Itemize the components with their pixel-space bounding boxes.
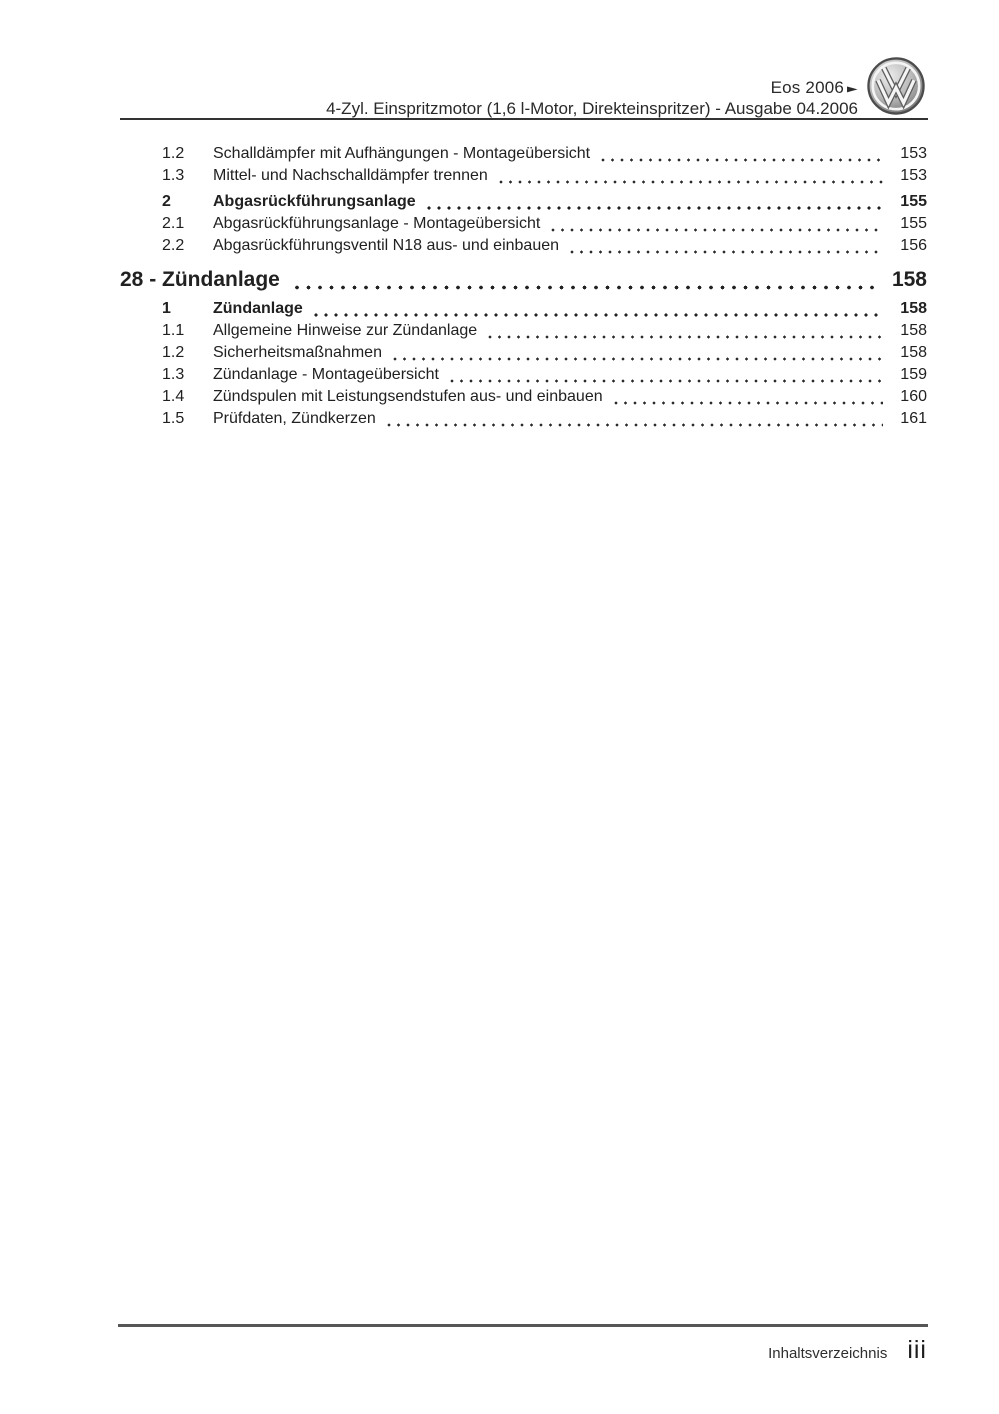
toc-entry-title: Prüfdaten, Zündkerzen bbox=[213, 410, 376, 427]
arrow-right-icon: ► bbox=[847, 82, 858, 96]
toc-page-number: 160 bbox=[900, 388, 927, 405]
toc-entry-number: 1.2 bbox=[162, 145, 185, 162]
page-header bbox=[326, 78, 858, 118]
chapter-heading-row bbox=[120, 265, 927, 295]
footer-divider bbox=[118, 1324, 928, 1327]
dot-leader bbox=[549, 213, 883, 235]
toc-row bbox=[120, 213, 927, 235]
toc-page-number: 158 bbox=[900, 300, 927, 317]
toc-entry-title: Abgasrückführungsanlage bbox=[213, 193, 416, 210]
toc-page-number: 161 bbox=[900, 410, 927, 427]
toc-page-number: 159 bbox=[900, 366, 927, 383]
toc-row bbox=[120, 320, 927, 342]
dot-leader bbox=[425, 191, 883, 213]
toc-row bbox=[120, 364, 927, 386]
dot-leader bbox=[612, 386, 883, 408]
toc-entry-number: 2 bbox=[162, 193, 171, 210]
dot-leader bbox=[385, 408, 883, 430]
vw-logo-icon bbox=[867, 57, 925, 115]
toc-entry-title: Zündanlage - Montageübersicht bbox=[213, 366, 439, 383]
toc-page-number: 156 bbox=[900, 237, 927, 254]
dot-leader bbox=[292, 265, 875, 295]
toc-entry-number: 1.3 bbox=[162, 167, 185, 184]
document-subtitle: 4-Zyl. Einspritzmotor (1,6 l-Motor, Direkteinspritzer) - Ausgabe 04.2006 bbox=[326, 99, 858, 118]
dot-leader bbox=[486, 320, 883, 342]
toc-page-number: 158 bbox=[900, 344, 927, 361]
toc-row bbox=[120, 342, 927, 364]
toc-entry-number: 1.1 bbox=[162, 322, 185, 339]
toc-page-number: 153 bbox=[900, 167, 927, 184]
toc-entry-number: 1.5 bbox=[162, 410, 185, 427]
toc-page-number: 158 bbox=[900, 322, 927, 339]
toc-entry-number: 1.3 bbox=[162, 366, 185, 383]
page-footer bbox=[768, 1336, 927, 1365]
dot-leader bbox=[448, 364, 883, 386]
toc-page-number: 153 bbox=[900, 145, 927, 162]
toc-entry-number: 1.4 bbox=[162, 388, 185, 405]
toc-entry-number: 1 bbox=[162, 300, 171, 317]
toc-entry-title: Schalldämpfer mit Aufhängungen - Montageübersicht bbox=[213, 145, 591, 162]
toc-entry-number: 2.1 bbox=[162, 215, 185, 232]
toc-row bbox=[120, 386, 927, 408]
toc-row bbox=[120, 165, 927, 187]
table-of-contents bbox=[120, 143, 927, 430]
model-name: Eos 2006 bbox=[770, 78, 845, 97]
toc-entry-number: 1.2 bbox=[162, 344, 185, 361]
chapter-page-number: 158 bbox=[891, 268, 927, 291]
dot-leader bbox=[497, 165, 883, 187]
toc-entry-title: Zündanlage bbox=[213, 300, 303, 317]
toc-entry-number: 2.2 bbox=[162, 237, 185, 254]
dot-leader bbox=[312, 298, 883, 320]
chapter-title: 28 - Zündanlage bbox=[120, 268, 280, 291]
toc-row bbox=[120, 143, 927, 165]
dot-leader bbox=[391, 342, 883, 364]
toc-row bbox=[120, 298, 927, 320]
dot-leader bbox=[599, 143, 883, 165]
toc-entry-title: Abgasrückführungsanlage - Montageübersicht bbox=[213, 215, 541, 232]
footer-page-number: iii bbox=[907, 1336, 927, 1364]
model-year-line bbox=[326, 78, 858, 99]
toc-row bbox=[120, 408, 927, 430]
footer-section-label: Inhaltsverzeichnis bbox=[768, 1345, 888, 1362]
toc-entry-title: Zündspulen mit Leistungsendstufen aus- und einbauen bbox=[213, 388, 603, 405]
toc-page-number: 155 bbox=[900, 215, 927, 232]
toc-page-number: 155 bbox=[900, 193, 927, 210]
toc-entry-title: Allgemeine Hinweise zur Zündanlage bbox=[213, 322, 478, 339]
toc-entry-title: Mittel- und Nachschalldämpfer trennen bbox=[213, 167, 488, 184]
toc-entry-title: Sicherheitsmaßnahmen bbox=[213, 344, 382, 361]
toc-entry-title: Abgasrückführungsventil N18 aus- und einbauen bbox=[213, 237, 560, 254]
header-divider bbox=[120, 118, 928, 120]
dot-leader bbox=[568, 235, 883, 257]
toc-row bbox=[120, 235, 927, 257]
toc-row bbox=[120, 191, 927, 213]
